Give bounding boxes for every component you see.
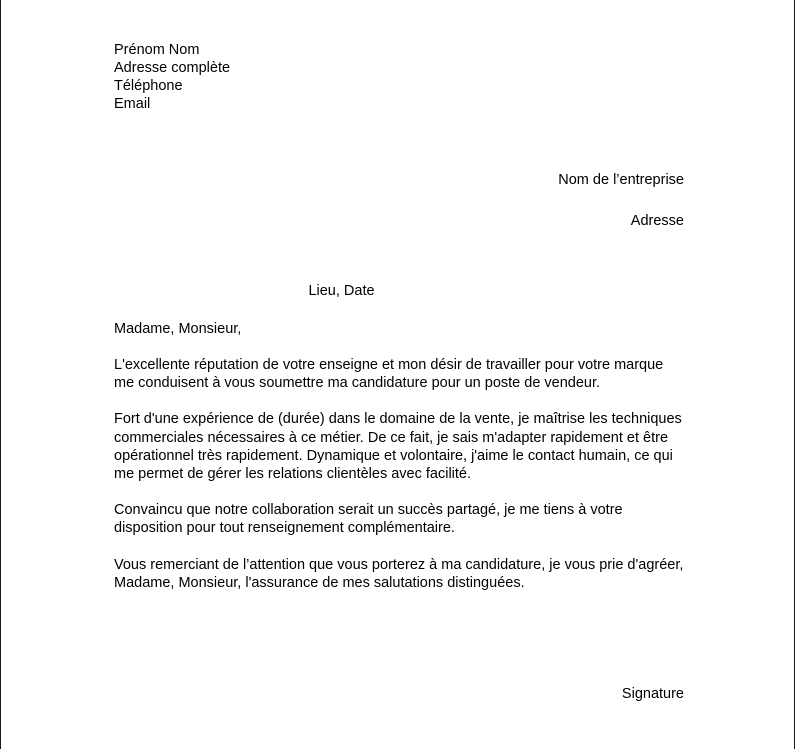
signature-label: Signature <box>621 686 684 702</box>
salutation: Madame, Monsieur, <box>114 321 242 337</box>
sender-line-email: Email <box>114 96 151 112</box>
recipient-company-name: Nom de l’entreprise <box>558 172 684 188</box>
recipient-address: Adresse <box>630 213 684 229</box>
sender-block <box>114 41 230 113</box>
body-paragraph-3: Convaincu que notre collaboration serait un succès partagé, je me tiens à votre disposition pour tout renseignement complémentaire. <box>114 502 623 537</box>
body-paragraph-4: Vous remerciant de l’attention que vous porterez à ma candidature, je vous prie d'agréer, Madame, Monsieur, l'assurance de mes salutations distinguées. <box>114 556 684 591</box>
sender-line-name: Prénom Nom <box>114 42 200 58</box>
sender-line-phone: Téléphone <box>114 78 183 94</box>
body-paragraph-2: Fort d'une expérience de (durée) dans le domaine de la vente, je maîtrise les techniques commerciales nécessaires à ce métier. De ce fait, je sais m'adapter rapidement et être opérationnel très rapidement. Dynamique et volontaire, j'aime le contact humain, ce qui me permet de gérer les relations clientèles avec facilité. <box>114 411 682 483</box>
place-and-date: Lieu, Date <box>308 283 375 299</box>
letter-body <box>114 356 686 592</box>
recipient-block <box>114 171 684 230</box>
sender-line-address: Adresse complète <box>114 60 231 76</box>
body-paragraph-1: L'excellente réputation de votre enseigne et mon désir de travailler pour votre marque me conduisent à vous soumettre ma candidature pour un poste de vendeur. <box>114 357 664 392</box>
